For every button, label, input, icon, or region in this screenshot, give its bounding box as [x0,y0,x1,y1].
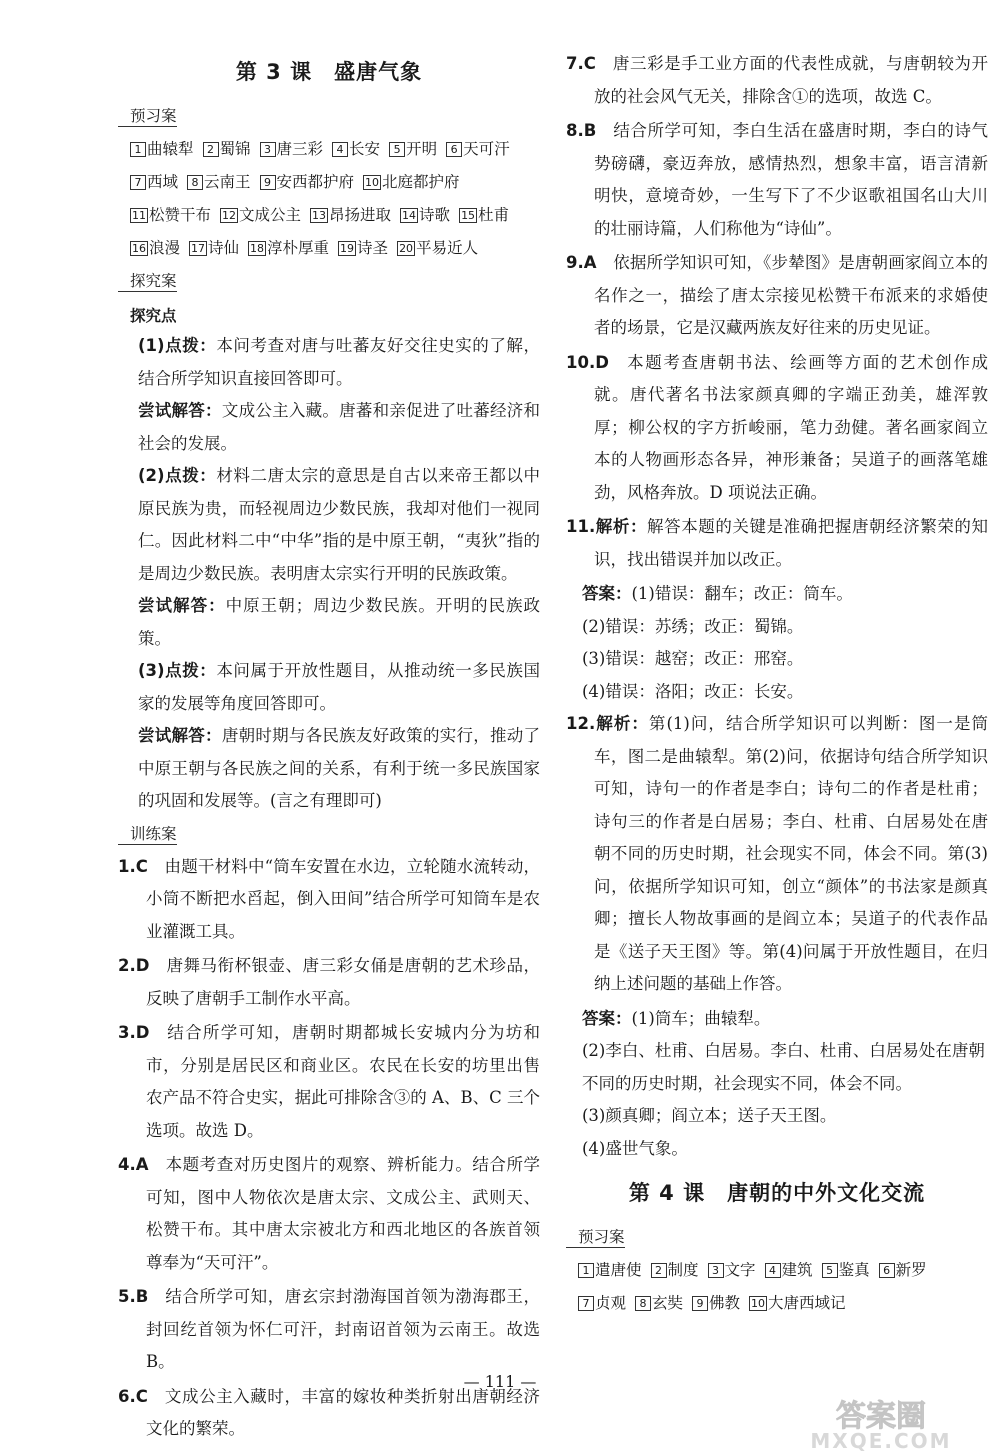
term-text: 文字 [724,1261,756,1279]
term-number-box: 8 [635,1296,651,1311]
lesson4-preview-label: 预习案 [566,1225,625,1248]
term-number-box: 4 [765,1263,781,1278]
term-number-box: 10 [751,1297,766,1310]
lesson4-title: 第 4 课 唐朝的中外文化交流 [628,1181,926,1205]
lesson3-preview-term [459,199,509,232]
lesson4-preview-term [578,1287,626,1320]
term-number-box: 16 [132,242,146,255]
page-number: — 111 — [463,1372,537,1391]
item-number: 5.B [118,1287,149,1306]
term-number-box: 5 [822,1263,838,1278]
training-answer-item [118,1017,540,1147]
item-number: 6.C [118,1386,148,1406]
lesson4-preview-term [822,1254,870,1287]
item-text: 由题干材料中“筒车安置在水边，立轮随水流转动，小筒不断把水舀起，倒入田间”结合所学可知筒车是农业灌溉工具。 [146,856,540,941]
term-text: 唐三彩 [276,140,324,158]
item-text: 本题考查对历史图片的观察、辨析能力。结合所学可知，图中人物依次是唐太宗、文成公主、武则天、松赞干布。其中唐太宗被北方和西北地区的各族首领尊奉为“天可汗”。 [146,1155,540,1272]
term-text: 浪漫 [149,239,181,257]
lesson3-preview-term [338,232,388,265]
term-number-box: 2 [651,1263,667,1278]
item-text: 文成公主入藏时，丰富的嫁妆种类折射出唐朝经济文化的繁荣。 [146,1386,540,1438]
item-number: 11. [566,517,596,536]
item-number: 8.B [566,121,597,140]
term-number-box: 7 [578,1296,594,1311]
item-text: 结合所学可知，唐朝时期都城长安城内分为坊和市，分别是居民区和商业区。农民在长安的坊里出售农产品不符合史实，据此可排除含③的 A、B、C 三个选项。故选 D。 [146,1023,540,1140]
term-text: 安西都护府 [276,173,355,191]
term-number-box: 6 [879,1263,895,1278]
lesson4-preview-term [692,1287,740,1320]
explore-paragraph: (2)点拨：材料二唐太宗的意思是自古以来帝王都以中原民族为贵，而轻视周边少数民族，我却对他们一视同仁。因此材料二中“中华”指的是中原王朝，“夷狄”指的是周边少数民族。表明唐太宗实行开明的民族政策。 [138,466,540,583]
lesson3-preview-term [260,133,324,166]
term-number-box: 7 [130,175,146,190]
term-text: 北庭都护府 [382,173,460,191]
lesson4-preview-terms [566,1254,988,1320]
right-column [566,48,988,1320]
left-column [118,48,540,1448]
lesson4-preview-term [708,1254,756,1287]
item-number: 4.A [118,1155,149,1174]
lesson4-preview-term [879,1254,927,1287]
q11-answer-lead: 答案：(1)错误：翻车；改正：筒车。 [582,584,853,603]
item-number: 2.D [118,956,150,975]
item-text: 本题考查唐朝书法、绘画等方面的艺术创作成就。唐代著名书法家颜真卿的字端正劲美，雄浑敦厚；柳公权的字方折峻丽，笔力劲健。著名画家阎立本的人物画形态各异，神形兼备；吴道子的画落笔雄劲，风格奔放。D 项说法正确。 [594,352,988,502]
watermark-logo [776,1394,986,1452]
q11-answer-1: (1)错误：翻车；改正：筒车。 [631,584,853,603]
item-text: 解答本题的关键是准确把握唐朝经济繁荣的知识，找出错误并加以改正。 [594,517,989,569]
item-text: 结合所学可知，李白生活在盛唐时期，李白的诗气势磅礴，豪迈奔放，感情热烈，想象丰富，语言清新明快，意境奇妙，一生写下了不少讴歌祖国名山大川的壮丽诗篇，人们称他为“诗仙”。 [594,121,988,238]
lesson3-preview-term [130,199,211,232]
item-text: 唐三彩是手工业方面的代表性成就，与唐朝较为开放的社会风气无关，排除含①的选项，故选 C。 [594,54,988,106]
term-number-box: 18 [250,242,265,255]
term-number-box: 9 [260,175,276,190]
term-number-box: 14 [402,209,417,222]
term-number-box: 8 [187,175,203,190]
watermark-bottom-text: MXQE.COM [810,1429,952,1452]
training-answer-item [566,247,988,345]
term-number-box: 19 [340,242,355,255]
term-text: 杜甫 [478,206,510,224]
lesson4-preview-term [765,1254,813,1287]
term-number-box: 11 [132,209,146,222]
term-text: 文成公主 [239,206,302,224]
term-text: 长安 [349,140,381,158]
item-text: 结合所学可知，唐玄宗封渤海国首领为渤海郡王，封回纥首领为怀仁可汗，封南诏首领为云南王。故选 B。 [146,1287,540,1371]
q12-answer-4: (4)盛世气象。 [582,1138,688,1158]
lesson3-preview-term [220,199,301,232]
lesson3-preview-term [389,133,437,166]
training-answer-item [118,1149,540,1279]
lesson3-preview-term [189,232,239,265]
lesson3-title: 第 3 课 盛唐气象 [235,60,423,84]
term-text: 佛教 [709,1294,741,1312]
term-text: 建筑 [781,1261,813,1279]
item-number: 7.C [566,54,596,73]
training-answer-item [566,48,988,113]
term-number-box: 1 [578,1263,594,1278]
explore-paragraph: (3)点拨：本问属于开放性题目，从推动统一多民族国家的发展等角度回答即可。 [138,661,540,713]
training-answer-item: 11.解析：解答本题的关键是准确把握唐朝经济繁荣的知识，找出错误并加以改正。 [566,517,989,569]
watermark-top-text: 答案圈 [836,1399,926,1434]
q11-answer-3: (3)错误：越窑；改正：邢窑。 [582,649,804,668]
lesson3-preview-term [310,199,391,232]
training-answer-item [118,1281,540,1379]
training-answer-item [118,950,540,1015]
q12-answer-3: (3)颜真卿；阎立本；送子天王图。 [582,1106,837,1125]
lesson3-preview-label: 预习案 [118,104,177,127]
explore-paragraph: 尝试解答：唐朝时期与各民族友好政策的实行，推动了中原王朝与各民族之间的关系，有利于统一多民族国家的巩固和发展等。(言之有理即可) [138,726,541,810]
term-text: 蜀锦 [219,140,251,158]
term-number-box: 12 [222,209,237,222]
q12-answer-lead: 答案：(1)筒车；曲辕犁。 [582,1008,771,1028]
term-text: 新罗 [895,1261,927,1279]
term-text: 制度 [667,1261,699,1279]
lesson3-preview-term [400,199,450,232]
item-number: 10.D [566,352,609,372]
explore-point-label: 探究点 [130,307,177,325]
explore-paragraph: 尝试解答：中原王朝；周边少数民族。开明的民族政策。 [138,596,541,648]
lesson3-preview-term [397,232,478,265]
item-number: 1.C [118,856,148,876]
term-text: 平易近人 [416,239,479,257]
training-answer-item [566,115,988,245]
term-text: 诗圣 [357,239,389,257]
lesson3-preview-term [363,166,460,199]
training-answer-item [118,851,540,949]
lesson4-preview-term [749,1287,846,1320]
term-number-box: 13 [312,209,327,222]
term-text: 淳朴厚重 [267,239,330,257]
term-number-box: 6 [446,142,462,157]
lesson3-explore-label: 探究案 [118,269,177,292]
training-answer-item [566,347,988,510]
term-text: 西域 [147,173,179,191]
term-number-box: 10 [365,176,380,189]
term-number-box: 15 [461,209,476,222]
lesson3-preview-term [130,166,178,199]
term-text: 遣唐使 [595,1261,642,1279]
lesson3-preview-terms [118,133,540,265]
term-text: 诗歌 [419,206,451,224]
term-text: 贞观 [595,1294,627,1312]
lesson3-preview-term [130,232,180,265]
item-text: 依据所学知识可知，《步辇图》是唐朝画家阎立本的名作之一，描绘了唐太宗接见松赞干布派来的求婚使者的场景，它是汉藏两族友好往来的历史见证。 [594,253,988,337]
lesson4-preview-term [578,1254,642,1287]
item-number: 9.A [566,253,597,272]
lesson3-preview-term [130,133,194,166]
term-text: 昂扬进取 [329,206,392,224]
q11-answer-4: (4)错误：洛阳；改正：长安。 [582,681,804,701]
term-number-box: 4 [332,142,348,157]
q12-answer-2: (2)李白、杜甫、白居易。李白、杜甫、白居易处在唐朝不同的历史时期，社会现实不同，体会不同。 [582,1041,985,1093]
lesson4-preview-term [651,1254,699,1287]
term-text: 云南王 [204,173,251,191]
term-number-box: 3 [708,1263,724,1278]
lesson3-training-label: 训练案 [118,822,177,845]
term-text: 松赞干布 [149,206,212,224]
explore-answers [118,330,540,818]
term-text: 天可汗 [463,140,510,158]
item-text: 唐舞马衔杯银壶、唐三彩女俑是唐朝的艺术珍品，反映了唐朝手工制作水平高。 [146,956,540,1008]
term-number-box: 3 [260,142,276,157]
lesson4-preview-term [635,1287,683,1320]
training-answers-left [118,851,540,1446]
term-number-box: 1 [130,142,146,157]
q11-answer-2: (2)错误：苏绣；改正：蜀锦。 [582,616,804,636]
lesson3-preview-term [260,166,355,199]
q12-answer-1: (1)筒车；曲辕犁。 [631,1008,771,1028]
q12-analysis: 12.解析：第(1)问，结合所学知识可以判断：图一是筒车，图二是曲辕犁。第(2)问，依据诗句结合所学知识可知，诗句一的作者是李白；诗句二的作者是杜甫；诗句三的作者是白居易；李白、杜甫、白居易处在唐朝不同的历史时期，社会现实不同，体会不同。第(3)问，依据所学知识可知，创立“颜体”的书法家是颜真卿；擅长人物故事画的是阎立本；吴道子的代表作品是《送子天王图》等。第(4)问属于开放性题目，在归纳上述问题的基础上作答。 [566,714,989,993]
term-text: 曲辕犁 [147,140,194,158]
explore-paragraph: (1)点拨：本问考查对唐与吐蕃友好交往史实的了解，结合所学知识直接回答即可。 [138,336,540,388]
training-answers-right [566,48,988,576]
explore-paragraph: 尝试解答：文成公主入藏。唐蕃和亲促进了吐蕃经济和社会的发展。 [138,401,541,453]
lesson3-preview-term [248,232,329,265]
term-number-box: 5 [389,142,405,157]
lesson3-preview-term [187,166,251,199]
term-number-box: 17 [191,242,206,255]
term-text: 鉴真 [838,1261,870,1279]
term-text: 诗仙 [208,239,240,257]
lesson3-preview-term [332,133,380,166]
term-number-box: 9 [692,1296,708,1311]
lesson3-preview-term [446,133,510,166]
term-text: 大唐西域记 [768,1294,846,1312]
term-text: 玄奘 [652,1294,684,1312]
item-number: 3.D [118,1023,150,1042]
term-text: 开明 [406,140,438,158]
term-number-box: 2 [203,142,219,157]
lesson3-preview-term [203,133,251,166]
term-number-box: 20 [399,242,414,255]
